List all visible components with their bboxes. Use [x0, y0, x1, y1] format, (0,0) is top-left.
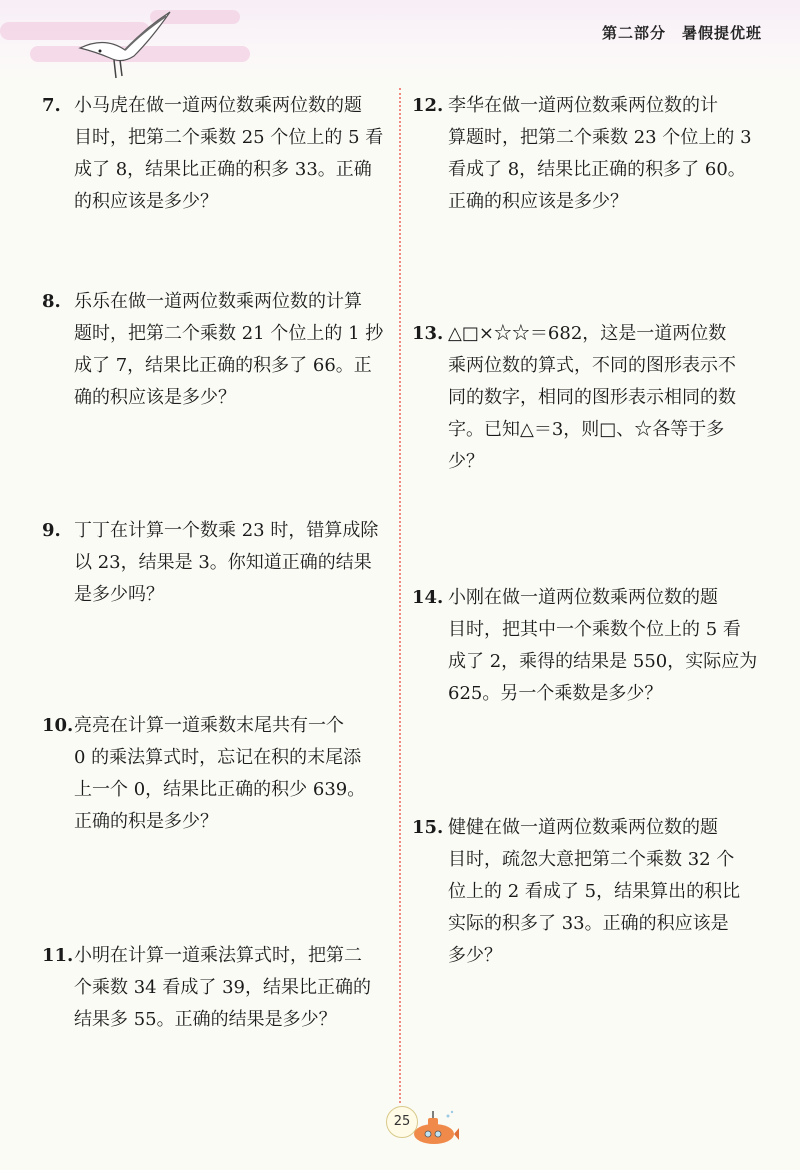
- problem-text: 丁丁在计算一个数乘 23 时，错算成除 以 23，结果是 3。你知道正确的结果 是多少吗？: [74, 520, 379, 605]
- problem-12: [412, 90, 782, 218]
- header-title: 第二部分 暑假提优班: [601, 24, 762, 42]
- problem-13: [412, 318, 782, 478]
- problem-number: 12.: [412, 95, 444, 116]
- problem-number: 9.: [42, 520, 61, 541]
- problem-text: △□×☆☆＝682，这是一道两位数 乘两位数的算式，不同的图形表示不 同的数字，相同的图形表示相同的数 字。已知△＝3，则□、☆各等于多 少？: [448, 323, 736, 472]
- seagull-icon: [70, 8, 180, 88]
- problem-8: [42, 286, 392, 414]
- problem-number: 7.: [42, 95, 61, 116]
- problem-number: 15.: [412, 817, 444, 838]
- problem-number: 8.: [42, 291, 61, 312]
- submarine-icon: [404, 1108, 460, 1148]
- problem-text: 小明在计算一道乘法算式时，把第二 个乘数 34 看成了 39，结果比正确的 结果多 55。正确的结果是多少？: [74, 945, 371, 1030]
- problem-number: 13.: [412, 323, 444, 344]
- problem-number: 14.: [412, 587, 444, 608]
- problem-number: 10.: [42, 715, 74, 736]
- problem-14: [412, 582, 782, 710]
- page-number: 25: [386, 1106, 418, 1138]
- problem-10: [42, 710, 392, 838]
- problem-number: 11.: [42, 945, 74, 966]
- problem-text: 小马虎在做一道两位数乘两位数的题 目时，把第二个乘数 25 个位上的 5 看 成了 8，结果比正确的积多 33。正确 的积应该是多少？: [74, 95, 384, 212]
- problem-11: [42, 940, 392, 1036]
- problem-text: 亮亮在计算一道乘数末尾共有一个 0 的乘法算式时，忘记在积的末尾添 上一个 0，结果比正确的积少 639。 正确的积是多少？: [74, 715, 366, 832]
- problem-15: [412, 812, 782, 972]
- column-divider: [399, 88, 401, 1103]
- problem-text: 李华在做一道两位数乘两位数的计 算题时，把第二个乘数 23 个位上的 3 看成了 8，结果比正确的积多了 60。 正确的积应该是多少？: [448, 95, 752, 212]
- problem-7: [42, 90, 392, 218]
- problem-text: 小刚在做一道两位数乘两位数的题 目时，把其中一个乘数个位上的 5 看 成了 2，乘得的结果是 550，实际应为 625。另一个乘数是多少？: [448, 587, 758, 704]
- problem-text: 健健在做一道两位数乘两位数的题 目时，疏忽大意把第二个乘数 32 个 位上的 2 看成了 5，结果算出的积比 实际的积多了 33。正确的积应该是 多少？: [448, 817, 741, 966]
- problem-9: [42, 515, 392, 611]
- problem-text: 乐乐在做一道两位数乘两位数的计算 题时，把第二个乘数 21 个位上的 1 抄 成了 7，结果比正确的积多了 66。正 确的积应该是多少？: [74, 291, 384, 408]
